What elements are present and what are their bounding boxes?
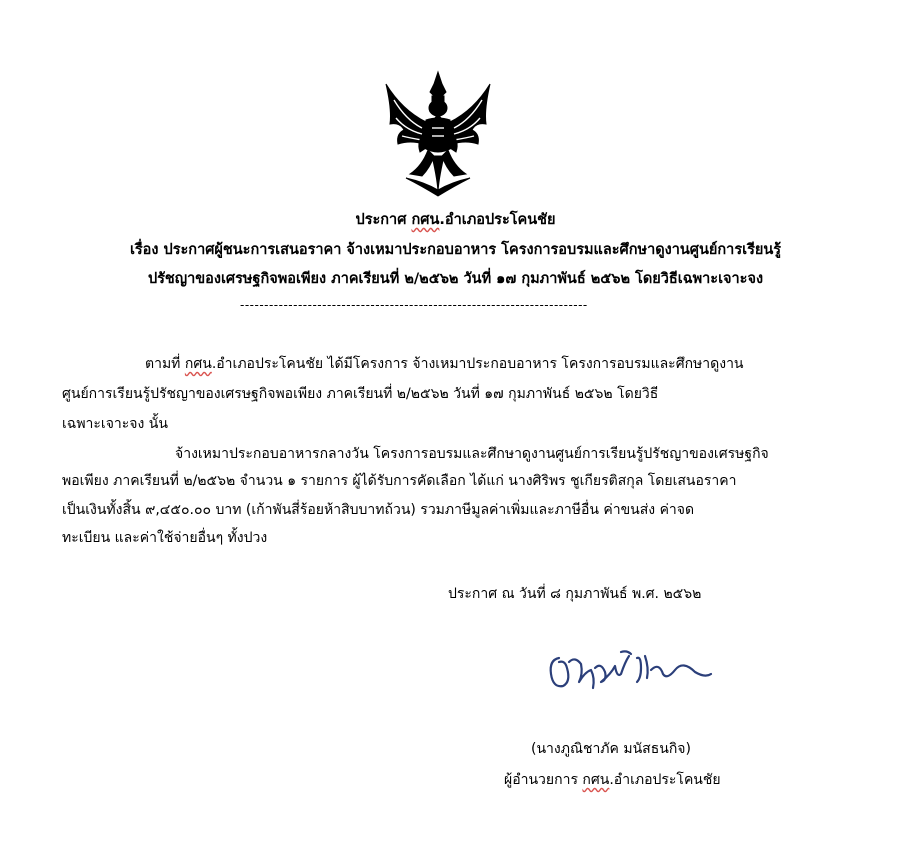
subject-line-2: ปรัชญาของเศรษฐกิจพอเพียง ภาคเรียนที่ ๒/๒๕๖๒ วันที่ ๑๗ กุมภาพันธ์ ๒๕๖๒ โดยวิธีเฉพาะเจาะจง — [147, 271, 764, 287]
paragraph-1-line-1 — [145, 353, 744, 375]
paragraph-1-line-3: เฉพาะเจาะจง นั้น — [62, 416, 168, 432]
subject-line-1: เรื่อง ประกาศผู้ชนะการเสนอราคา จ้างเหมาประกอบอาหาร โครงการอบรมและศึกษาดูงานศูนย์การเรียนรู้ — [129, 242, 782, 258]
position-prefix: ผู้อำนวยการ — [504, 772, 583, 788]
paragraph-2-line-3: เป็นเงินทั้งสิ้น ๙,๔๕๐.๐๐ บาท (เก้าพันสี่ร้อยห้าสิบบาทถ้วน) รวมภาษีมูลค่าเพิ่มและภาษีอื่น ค่าขนส่ง ค่าจด — [62, 502, 695, 518]
title-prefix: ประกาศ — [355, 212, 412, 228]
position-org: กศน — [582, 772, 610, 788]
paragraph-2-line-1: จ้างเหมาประกอบอาหารกลางวัน โครงการอบรมและศึกษาดูงานศูนย์การเรียนรู้ปรัชญาของเศรษฐกิจ — [175, 446, 769, 462]
p1-rest: .อำเภอประโคนชัย ได้มีโครงการ จ้างเหมาประกอบอาหาร โครงการอบรมและศึกษาดูงาน — [211, 356, 744, 372]
announcement-title — [40, 208, 871, 231]
p1-org: กศน — [184, 356, 212, 372]
position-suffix: .อำเภอประโคนชัย — [609, 772, 721, 788]
paragraph-2-line-4: ทะเบียน และค่าใช้จ่ายอื่นๆ ทั้งปวง — [62, 530, 268, 546]
separator-line: ------------------------------------------------------------------------ — [240, 298, 588, 312]
signatory-position — [504, 769, 721, 791]
announcement-date: ประกาศ ณ วันที่ ๘ กุมภาพันธ์ พ.ศ. ๒๕๖๒ — [448, 586, 702, 602]
garuda-emblem — [382, 70, 494, 198]
paragraph-2-line-2: พอเพียง ภาคเรียนที่ ๒/๒๕๖๒ จำนวน ๑ รายการ ผู้ได้รับการคัดเลือก ได้แก่ นางศิริพร ชูเกียรติสกุล โดยเสนอราคา — [62, 473, 737, 489]
handwritten-signature — [545, 648, 715, 696]
signatory-name: (นางภูณิชาภัค มนัสธนกิจ) — [531, 741, 691, 757]
title-org: กศน — [411, 212, 440, 228]
title-suffix: .อำเภอประโคนชัย — [439, 212, 556, 228]
paragraph-1-line-2: ศูนย์การเรียนรู้ปรัชญาของเศรษฐกิจพอเพียง ภาคเรียนที่ ๒/๒๕๖๒ วันที่ ๑๗ กุมภาพันธ์ ๒๕๖๒ โดยวิธี — [62, 386, 659, 402]
p1-prefix: ตามที่ — [145, 356, 185, 372]
